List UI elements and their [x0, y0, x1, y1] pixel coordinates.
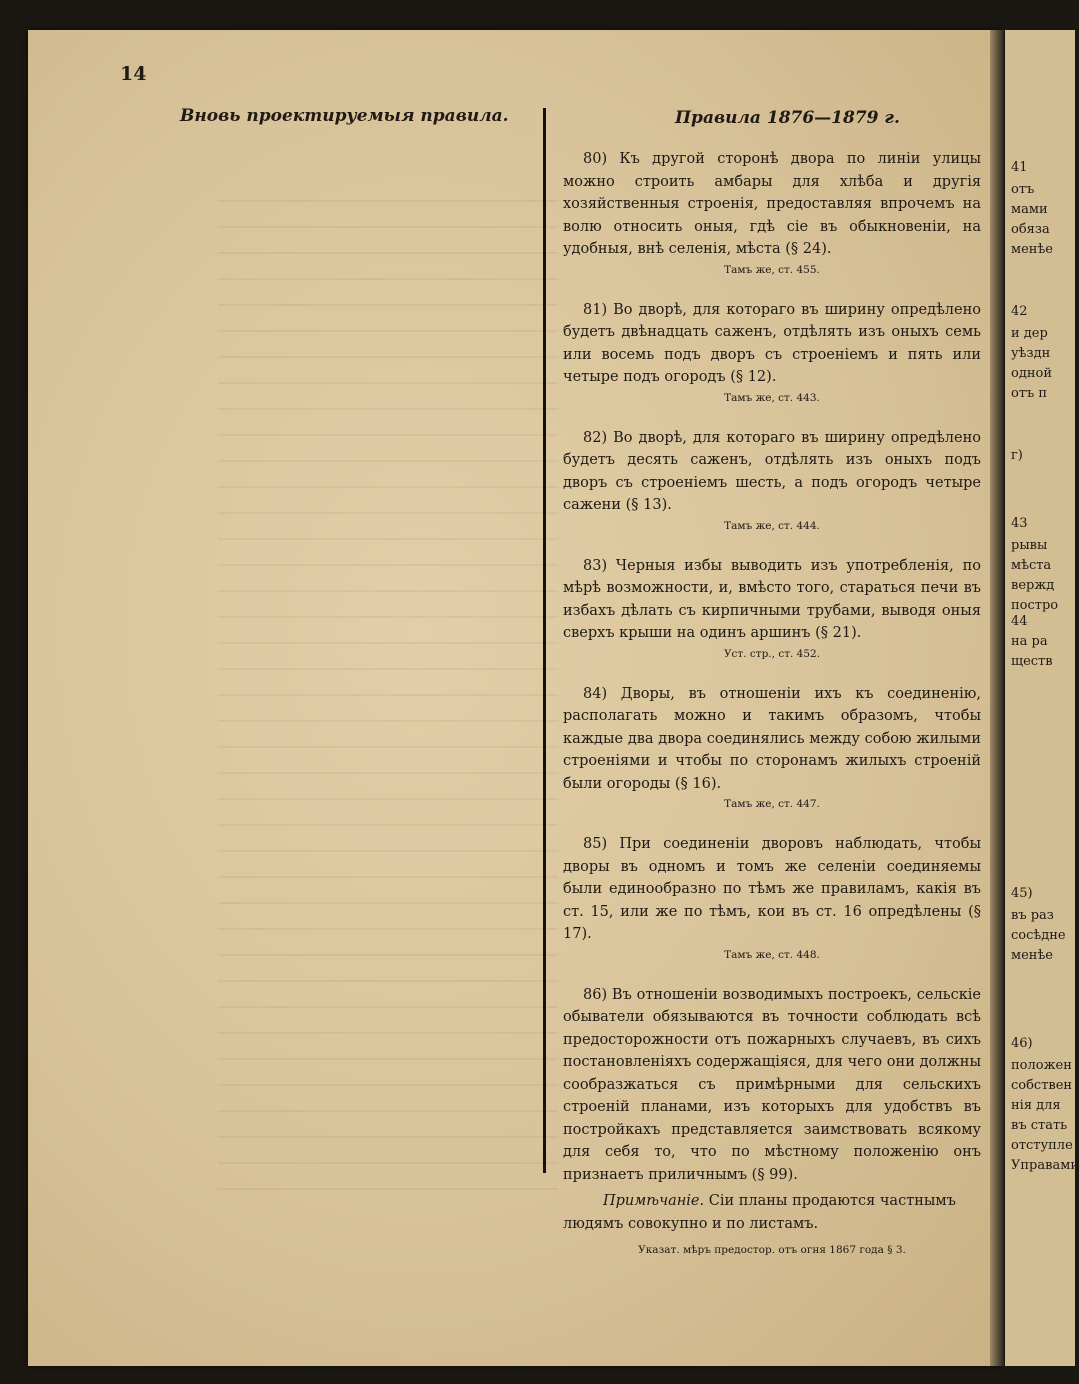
- right-column: [563, 148, 981, 1262]
- article-text: 86) Въ отношеніи возводимыхъ построекъ, сельскіе обыватели обязываются въ точности соблюдать всѣ предосторожности отъ пожарныхъ случаевъ, въ сихъ постановленіяхъ содержащіяся, для чего они должны сообразжаться съ примѣрными для сельскихъ строеній планами, изъ которыхъ для удобствъ въ постройкахъ представляется заимствовать всякому для себя то, что по мѣстному положенію онъ признаетъ приличнымъ (§ 99).: [563, 986, 981, 1183]
- facing-page-fragment: собствен: [1011, 1078, 1073, 1093]
- article-source: Тамъ же, ст. 447.: [724, 798, 820, 810]
- article-text: 82) Во дворѣ, для котораго въ ширину опредѣлено будетъ десять саженъ, отдѣлять изъ оныхъ подъ дворъ съ строеніемъ шесть, а подъ огородъ четыре сажени (§ 13).: [563, 429, 981, 513]
- facing-page-fragment: отступле: [1011, 1138, 1073, 1153]
- article-source: Тамъ же, ст. 448.: [724, 948, 820, 961]
- facing-page-fragment: сосѣдне: [1011, 928, 1066, 943]
- facing-page: [1005, 30, 1079, 1366]
- article-85: [563, 833, 981, 964]
- facing-page-fragment: обяза: [1011, 222, 1050, 237]
- facing-page-fragment: Управами: [1011, 1158, 1079, 1173]
- article-text: 83) Черныя избы выводить изъ употребленія, по мѣрѣ возможности, и, вмѣсто того, стараться печи въ избахъ дѣлать съ кирпичными трубами, выводя оныя сверхъ крыши на одинъ аршинъ (§ 21).: [563, 557, 981, 641]
- article-text: 81) Во дворѣ, для котораго въ ширину опредѣлено будетъ двѣнадцать саженъ, отдѣлять изъ оныхъ семь или восемь подъ дворъ съ строеніемъ и пять или четыре подъ огородъ (§ 12).: [563, 301, 981, 385]
- article-83: [563, 555, 981, 663]
- page-number: 14: [120, 63, 147, 85]
- note-text: Сіи планы продаются частнымъ людямъ совокупно и по листамъ.: [563, 1193, 956, 1232]
- bleed-through-text: [218, 200, 558, 1200]
- facing-page-fragment: постро: [1011, 598, 1059, 613]
- facing-page-fragment: и дер: [1011, 326, 1048, 341]
- facing-page-fragment: г): [1011, 448, 1023, 463]
- article-80: [563, 148, 981, 279]
- article-text: 84) Дворы, въ отношеніи ихъ къ соединенію, располагать можно и такимъ образомъ, чтобы каждые два двора соединялись между собою жилыми строеніями и чтобы по сторонамъ жилыхъ строеній были огороды (§ 16).: [563, 685, 981, 792]
- article-82: [563, 427, 981, 535]
- facing-page-fragment: въ стать: [1011, 1118, 1068, 1133]
- facing-page-fragment: ществ: [1011, 654, 1053, 669]
- facing-page-fragment: одной: [1011, 366, 1052, 381]
- facing-page-fragment: 41: [1011, 160, 1028, 175]
- facing-page-fragment: отъ п: [1011, 386, 1048, 401]
- facing-page-fragment: нія для: [1011, 1098, 1061, 1113]
- article-text: 80) Къ другой сторонѣ двора по линіи улицы можно строить амбары для хлѣба и другія хозяйственныя строенія, предоставляя впрочемъ на волю относить оныя, гдѣ сіе въ обыкновеніи, на удобныя, внѣ селенія, мѣста (§ 24).: [563, 151, 981, 257]
- header-left: Вновь проектируемыя правила.: [180, 106, 509, 126]
- facing-page-fragment: отъ: [1011, 182, 1035, 197]
- article-84: [563, 683, 981, 814]
- facing-page-fragment: менѣе: [1011, 948, 1054, 963]
- article-source: Тамъ же, ст. 443.: [724, 391, 820, 404]
- facing-page-fragment: 43: [1011, 516, 1028, 531]
- article-81: [563, 299, 981, 407]
- facing-page-fragment: на ра: [1011, 634, 1048, 649]
- note-source: Указат. мѣръ предостор. отъ огня 1867 года § 3.: [638, 1244, 906, 1256]
- note: [563, 1190, 981, 1235]
- header-right: Правила 1876—1879 г.: [675, 108, 900, 128]
- facing-page-fragment: 45): [1011, 886, 1033, 901]
- article-text: 85) При соединеніи дворовъ наблюдать, чтобы дворы въ одномъ и томъ же селеніи соединяемы были единообразно по тѣмъ же правиламъ, какія въ ст. 15, или же по тѣмъ, кои въ ст. 16 опредѣлены (§ 17).: [563, 836, 981, 942]
- facing-page-fragment: вержд: [1011, 578, 1055, 593]
- article-86: [563, 984, 981, 1187]
- note-label: Примѣчаніе.: [603, 1193, 705, 1209]
- book-gutter: [990, 30, 1004, 1366]
- facing-page-fragment: мѣста: [1011, 558, 1052, 573]
- article-source: Тамъ же, ст. 444.: [724, 519, 820, 532]
- facing-page-fragment: мами: [1011, 202, 1048, 217]
- facing-page-fragment: рывы: [1011, 538, 1048, 553]
- article-source: Тамъ же, ст. 455.: [724, 263, 820, 276]
- facing-page-fragment: въ раз: [1011, 908, 1054, 923]
- facing-page-fragment: положен: [1011, 1058, 1072, 1073]
- facing-page-fragment: менѣе: [1011, 242, 1054, 257]
- facing-page-fragment: 44: [1011, 614, 1028, 629]
- facing-page-fragment: 46): [1011, 1036, 1033, 1051]
- facing-page-fragment: 42: [1011, 304, 1028, 319]
- facing-page-fragment: уѣздн: [1011, 346, 1051, 361]
- column-divider: [543, 108, 546, 1173]
- article-source: Уст. стр., ст. 452.: [723, 647, 821, 660]
